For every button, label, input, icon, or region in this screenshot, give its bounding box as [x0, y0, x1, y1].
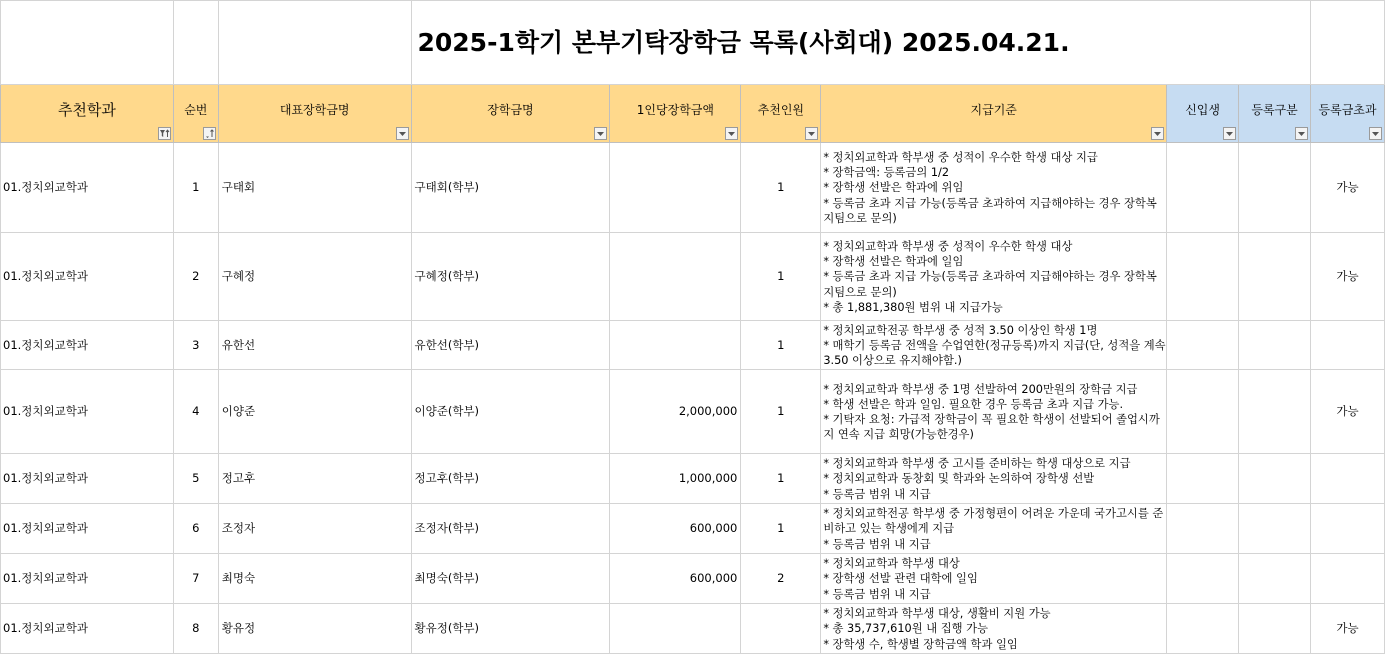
cell-name[interactable]: 구혜정(학부): [411, 233, 610, 321]
table-row: [1, 454, 1385, 504]
header-count[interactable]: [741, 85, 821, 143]
header-label: 순번: [184, 103, 208, 117]
criteria-line: * 총 1,881,380원 범위 내 지급가능: [823, 300, 1003, 314]
header-label: 등록금초과: [1318, 103, 1377, 117]
dropdown-arrow-icon[interactable]: [594, 127, 607, 140]
cell-freshman[interactable]: [1167, 504, 1239, 554]
cell-name[interactable]: 정고후(학부): [411, 454, 610, 504]
cell-criteria[interactable]: [821, 554, 1167, 604]
cell-criteria[interactable]: [821, 604, 1167, 654]
header-over[interactable]: [1311, 85, 1385, 143]
cell-no[interactable]: 3: [173, 321, 218, 370]
dropdown-arrow-icon[interactable]: [1223, 127, 1236, 140]
cell-criteria[interactable]: [821, 504, 1167, 554]
cell-over[interactable]: [1311, 321, 1385, 370]
cell-rep-name[interactable]: 구태회: [218, 143, 411, 233]
cell-count[interactable]: 1: [741, 233, 821, 321]
cell-criteria[interactable]: [821, 233, 1167, 321]
table-row: [1, 321, 1385, 370]
criteria-line: * 정치외교학전공 학부생 중 가정형편이 어려운 가운데 국가고시를 준비하고 있는 학생에게 지급: [823, 507, 1164, 536]
header-label: 추천인원: [757, 103, 805, 117]
header-rep-name[interactable]: [218, 85, 411, 143]
cell-no[interactable]: 2: [173, 233, 218, 321]
table-row: [1, 233, 1385, 321]
sheet-title[interactable]: 2025-1학기 본부기탁장학금 목록(사회대) 2025.04.21.: [411, 1, 1311, 85]
cell-reg-type[interactable]: [1239, 554, 1311, 604]
filter-sort-asc-icon[interactable]: [158, 127, 171, 140]
cell-dept[interactable]: 01.정치외교학과: [1, 604, 174, 654]
cell-name[interactable]: 유한선(학부): [411, 321, 610, 370]
cell-reg-type[interactable]: [1239, 321, 1311, 370]
cell-count[interactable]: 1: [741, 321, 821, 370]
cell-amount[interactable]: [610, 233, 741, 321]
header-label: 등록구분: [1251, 103, 1298, 117]
cell-reg-type[interactable]: [1239, 233, 1311, 321]
cell-name[interactable]: 구태회(학부): [411, 143, 610, 233]
criteria-line: * 정치외교학과 학부생 대상: [823, 557, 960, 571]
criteria-line: * 장학생 선발 관련 대학에 일임: [823, 572, 978, 586]
sort-asc-icon[interactable]: [203, 127, 216, 140]
cell-over[interactable]: 가능: [1311, 604, 1385, 654]
table-row: [1, 143, 1385, 233]
header-label: 지급기준: [970, 103, 1017, 117]
cell-no[interactable]: 7: [173, 554, 218, 604]
header-row: [1, 85, 1385, 143]
cell-no[interactable]: 1: [173, 143, 218, 233]
cell[interactable]: [218, 1, 411, 85]
criteria-line: * 정치외교학과 동창회 및 학과와 논의하여 장학생 선발: [823, 472, 1095, 486]
cell-rep-name[interactable]: 최명숙: [218, 554, 411, 604]
cell-dept[interactable]: 01.정치외교학과: [1, 143, 174, 233]
criteria-line: * 등록금 초과 지급 가능(등록금 초과하여 지급해야하는 경우 장학복지팀으로 문의): [823, 270, 1157, 299]
dropdown-arrow-icon[interactable]: [1369, 127, 1382, 140]
header-amount[interactable]: [610, 85, 741, 143]
criteria-line: * 등록금 범위 내 지급: [823, 537, 931, 551]
criteria-line: * 장학생 수, 학생별 장학금액 학과 일임: [823, 637, 1018, 651]
cell-name[interactable]: 이양준(학부): [411, 370, 610, 454]
dropdown-arrow-icon[interactable]: [725, 127, 738, 140]
dropdown-arrow-icon[interactable]: [805, 127, 818, 140]
criteria-line: * 정치외교학전공 학부생 중 성적 3.50 이상인 학생 1명: [823, 323, 1098, 337]
cell-amount[interactable]: 2,000,000: [610, 370, 741, 454]
cell-over[interactable]: [1311, 504, 1385, 554]
cell-criteria[interactable]: [821, 321, 1167, 370]
header-label: 추천학과: [57, 101, 116, 119]
table-row: [1, 554, 1385, 604]
cell-amount[interactable]: 600,000: [610, 554, 741, 604]
cell[interactable]: [1, 1, 174, 85]
cell-count[interactable]: [741, 604, 821, 654]
cell-count[interactable]: 2: [741, 554, 821, 604]
table-row: [1, 604, 1385, 654]
header-dept[interactable]: [1, 85, 174, 143]
cell-freshman[interactable]: [1167, 554, 1239, 604]
header-name[interactable]: [411, 85, 610, 143]
cell-rep-name[interactable]: 조정자: [218, 504, 411, 554]
cell-amount[interactable]: [610, 321, 741, 370]
cell-name[interactable]: 조정자(학부): [411, 504, 610, 554]
cell-criteria[interactable]: [821, 370, 1167, 454]
cell-amount[interactable]: [610, 143, 741, 233]
criteria-line: * 정치외교학과 학부생 중 성적이 우수한 학생 대상 지급: [823, 150, 1098, 164]
cell-amount[interactable]: [610, 604, 741, 654]
cell-name[interactable]: 황유정(학부): [411, 604, 610, 654]
cell-rep-name[interactable]: 황유정: [218, 604, 411, 654]
cell-rep-name[interactable]: 이양준: [218, 370, 411, 454]
cell-criteria[interactable]: [821, 454, 1167, 504]
cell-count[interactable]: 1: [741, 504, 821, 554]
cell[interactable]: [173, 1, 218, 85]
cell-over[interactable]: 가능: [1311, 370, 1385, 454]
criteria-line: * 정치외교학과 학부생 중 고시를 준비하는 학생 대상으로 지급: [823, 457, 1131, 471]
cell-freshman[interactable]: [1167, 454, 1239, 504]
cell-no[interactable]: 4: [173, 370, 218, 454]
header-label: 대표장학금명: [279, 103, 350, 117]
cell-no[interactable]: 8: [173, 604, 218, 654]
criteria-line: * 등록금 범위 내 지급: [823, 487, 931, 501]
dropdown-arrow-icon[interactable]: [1151, 127, 1164, 140]
criteria-line: * 총 35,737,610원 내 집행 가능: [823, 622, 988, 636]
cell-no[interactable]: 5: [173, 454, 218, 504]
cell-count[interactable]: 1: [741, 454, 821, 504]
cell-dept[interactable]: 01.정치외교학과: [1, 554, 174, 604]
cell-reg-type[interactable]: [1239, 370, 1311, 454]
cell-freshman[interactable]: [1167, 604, 1239, 654]
cell-rep-name[interactable]: 정고후: [218, 454, 411, 504]
cell-reg-type[interactable]: [1239, 504, 1311, 554]
cell-freshman[interactable]: [1167, 321, 1239, 370]
cell-count[interactable]: 1: [741, 370, 821, 454]
cell-dept[interactable]: 01.정치외교학과: [1, 454, 174, 504]
dropdown-arrow-icon[interactable]: [1295, 127, 1308, 140]
cell-dept[interactable]: 01.정치외교학과: [1, 233, 174, 321]
cell-dept[interactable]: 01.정치외교학과: [1, 321, 174, 370]
table-row: [1, 504, 1385, 554]
cell-over[interactable]: [1311, 554, 1385, 604]
cell-count[interactable]: 1: [741, 143, 821, 233]
cell[interactable]: [1311, 1, 1385, 85]
criteria-line: * 등록금 범위 내 지급: [823, 587, 931, 601]
criteria-line: * 장학생 선발은 학과에 일임: [823, 255, 964, 269]
title-row: [1, 1, 1385, 85]
header-label: 1인당장학금액: [636, 103, 714, 117]
cell-amount[interactable]: 1,000,000: [610, 454, 741, 504]
header-label: 장학금명: [487, 103, 534, 117]
criteria-line: * 등록금 초과 지급 가능(등록금 초과하여 지급해야하는 경우 장학복지팀으로 문의): [823, 196, 1157, 225]
cell-no[interactable]: 6: [173, 504, 218, 554]
header-label: 신입생: [1185, 103, 1220, 117]
dropdown-arrow-icon[interactable]: [396, 127, 409, 140]
table-row: [1, 370, 1385, 454]
criteria-line: * 기탁자 요청: 가급적 장학금이 꼭 필요한 학생이 선발되어 졸업시까지 연속 지급 희망(가능한경우): [823, 413, 1160, 442]
cell-rep-name[interactable]: 유한선: [218, 321, 411, 370]
cell-rep-name[interactable]: 구혜정: [218, 233, 411, 321]
cell-over[interactable]: 가능: [1311, 233, 1385, 321]
cell-reg-type[interactable]: [1239, 143, 1311, 233]
cell-amount[interactable]: 600,000: [610, 504, 741, 554]
criteria-line: * 매학기 등록금 전액을 수업연한(정규등록)까지 지급(단, 성적을 계속3.50 이상으로 유지해야함.): [823, 338, 1166, 368]
cell-reg-type[interactable]: [1239, 604, 1311, 654]
header-no[interactable]: [173, 85, 218, 143]
criteria-line: * 정치외교학과 학부생 중 1명 선발하여 200만원의 장학금 지급: [823, 382, 1138, 396]
criteria-line: * 정치외교학과 학부생 중 성적이 우수한 학생 대상: [823, 239, 1073, 253]
cell-dept[interactable]: 01.정치외교학과: [1, 370, 174, 454]
cell-freshman[interactable]: [1167, 233, 1239, 321]
header-criteria[interactable]: [821, 85, 1167, 143]
criteria-line: * 장학생 선발은 학과에 위임: [823, 181, 964, 195]
criteria-line: * 정치외교학과 학부생 대상, 생활비 지원 가능: [823, 607, 1051, 621]
cell-over[interactable]: 가능: [1311, 143, 1385, 233]
cell-freshman[interactable]: [1167, 143, 1239, 233]
cell-over[interactable]: [1311, 454, 1385, 504]
cell-reg-type[interactable]: [1239, 454, 1311, 504]
cell-name[interactable]: 최명숙(학부): [411, 554, 610, 604]
header-freshman[interactable]: [1167, 85, 1239, 143]
cell-freshman[interactable]: [1167, 370, 1239, 454]
header-reg-type[interactable]: [1239, 85, 1311, 143]
criteria-line: * 장학금액: 등록금의 1/2: [823, 166, 950, 180]
cell-dept[interactable]: 01.정치외교학과: [1, 504, 174, 554]
criteria-line: * 학생 선발은 학과 일임. 필요한 경우 등록금 초과 지급 가능.: [823, 397, 1124, 411]
cell-criteria[interactable]: [821, 143, 1167, 233]
